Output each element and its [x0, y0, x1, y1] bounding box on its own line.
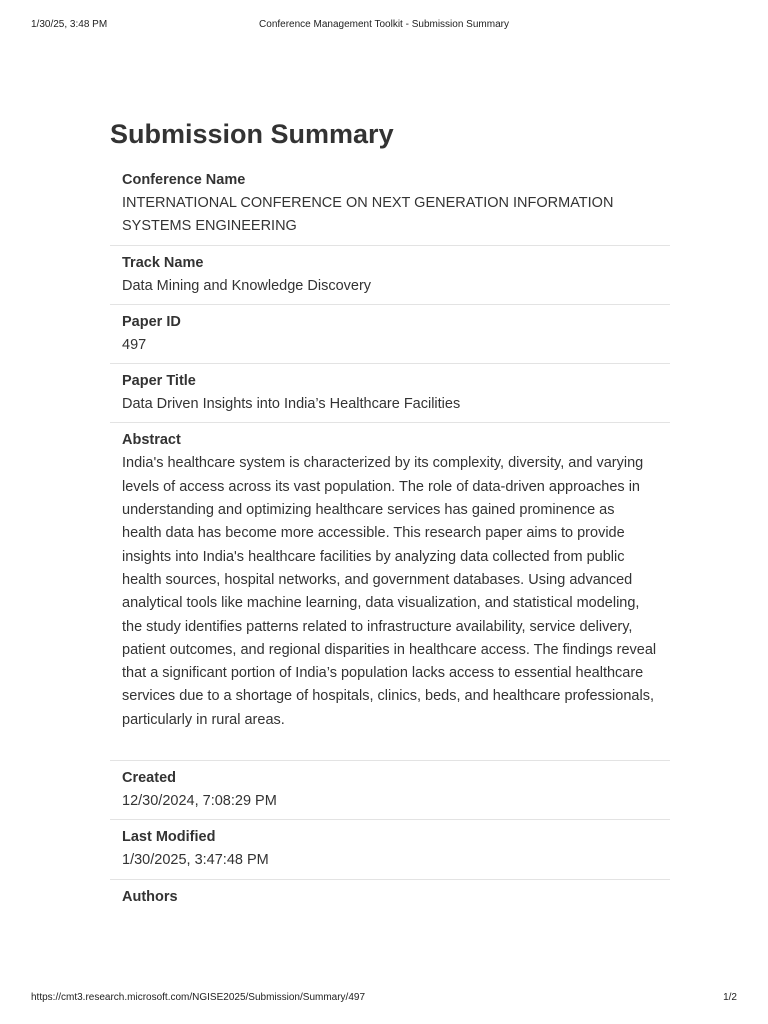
page-title: Submission Summary [110, 119, 394, 149]
field-value: Data Driven Insights into India’s Healthcare Facilities [122, 396, 461, 413]
field-label: Abstract [122, 432, 181, 449]
print-footer [31, 992, 737, 1006]
field-value: 1/30/2025, 3:47:48 PM [122, 852, 269, 869]
field-paper-title [110, 363, 670, 422]
field-value: 497 [122, 336, 147, 353]
field-value: INTERNATIONAL CONFERENCE ON NEXT GENERATION INFORMATION SYSTEMS ENGINEERING [122, 195, 614, 235]
field-label: Conference Name [122, 172, 246, 188]
field-last-modified [110, 819, 670, 878]
print-header [31, 19, 737, 33]
field-value: 12/30/2024, 7:08:29 PM [122, 793, 277, 810]
field-abstract [110, 422, 670, 760]
field-created [110, 760, 670, 819]
print-url: https://cmt3.research.microsoft.com/NGISE2025/Submission/Summary/497 [31, 992, 366, 1003]
field-label: Created [122, 770, 176, 787]
field-label: Authors [122, 888, 178, 905]
field-label: Last Modified [122, 829, 216, 846]
print-datetime: 1/30/25, 3:48 PM [31, 19, 108, 30]
field-label: Paper Title [122, 373, 196, 390]
print-document-title: Conference Management Toolkit - Submission Summary [259, 19, 509, 30]
submission-summary [110, 163, 670, 915]
field-authors [110, 879, 670, 915]
field-conference-name [110, 163, 670, 245]
print-page-indicator: 1/2 [723, 992, 737, 1003]
field-label: Track Name [122, 254, 204, 271]
field-track-name [110, 245, 670, 304]
abstract-text: India's healthcare system is characterized by its complexity, diversity, and varying levels of access across its vast population. The role of data-driven approaches in understanding and optimizing healthcare services has gained prominence as health data has become more accessible. This research paper aims to provide insights into India's healthcare facilities by analyzing data collected from public health sources, hospital networks, and government databases. Using advanced analytical tools like machine learning, data visualization, and statistical modeling, the study identifies patterns related to infrastructure availability, service delivery, patient outcomes, and regional disparities in healthcare access. The findings reveal that a significant portion of India’s population lacks access to essential healthcare services due to a shortage of hospitals, clinics, beds, and healthcare professionals, particularly in rural areas. [122, 455, 657, 728]
field-paper-id [110, 304, 670, 363]
field-label: Paper ID [122, 313, 181, 330]
field-value: Data Mining and Knowledge Discovery [122, 277, 372, 294]
